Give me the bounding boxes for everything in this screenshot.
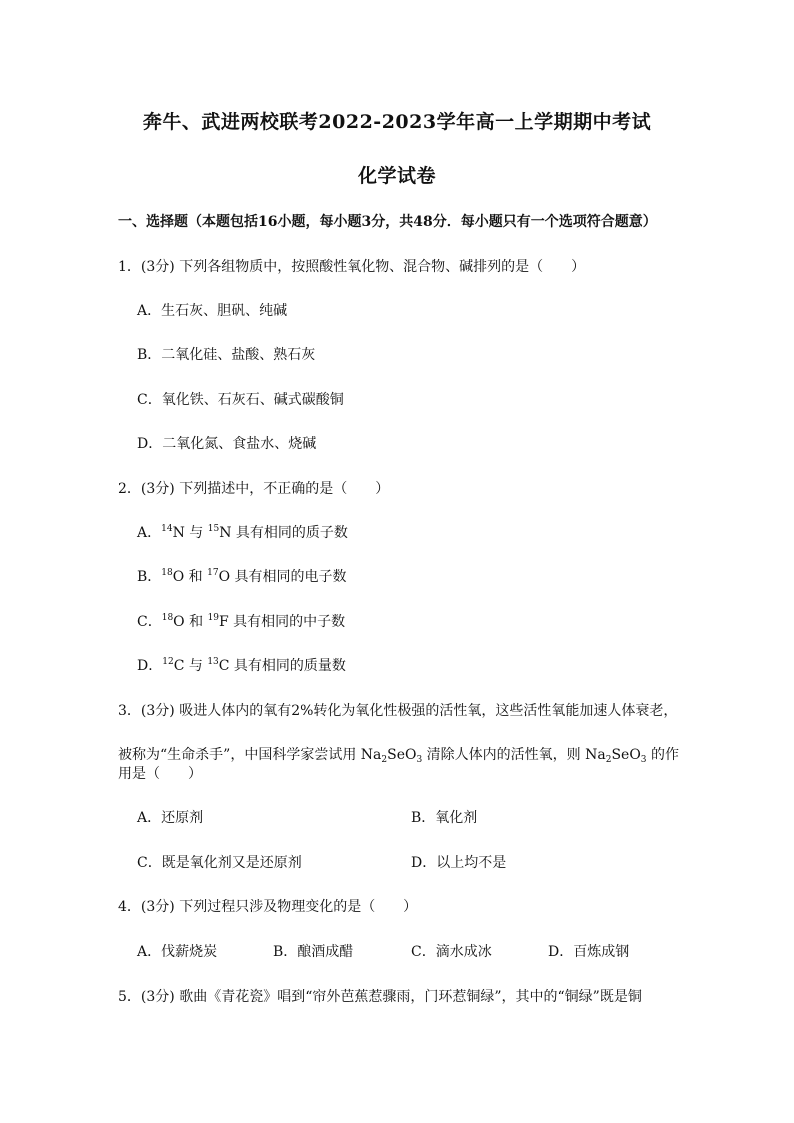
subscript: 2 [605, 755, 612, 765]
mass-number: 14 [161, 524, 173, 534]
option-label: A． [137, 525, 162, 541]
question-1-option-c: C．氧化铁、石灰石、碱式碳酸铜 [137, 392, 344, 408]
option-text: F 具有相同的中子数 [219, 614, 346, 630]
question-2-stem: 2．(3分) 下列描述中，不正确的是（ ） [118, 481, 390, 497]
question-3-option-b: B．氧化剂 [411, 810, 478, 826]
mass-number: 17 [207, 568, 219, 578]
mass-number: 18 [161, 568, 173, 578]
mass-number: 15 [207, 524, 220, 534]
question-3-option-c: C．既是氧化剂又是还原剂 [137, 855, 302, 871]
question-4-option-d: D．百炼成钢 [548, 944, 630, 960]
option-label: C． [137, 614, 162, 630]
question-2-option-c [137, 613, 345, 631]
question-4-stem: 4．(3分) 下列过程只涉及物理变化的是（ ） [118, 899, 418, 915]
question-4-option-a: A．伐薪烧炭 [137, 944, 218, 960]
question-2-option-b [137, 568, 347, 586]
option-text: N 具有相同的质子数 [219, 525, 348, 541]
option-text: O 和 [173, 614, 208, 630]
question-1-option-a: A．生石灰、胆矾、纯碱 [137, 303, 288, 319]
question-3-stem-line-2 [118, 746, 679, 764]
question-4-option-c: C．滴水成冰 [411, 944, 492, 960]
mass-number: 19 [207, 613, 220, 623]
mass-number: 18 [161, 613, 174, 623]
stem-text: 清除人体内的活性氧，则 Na [422, 747, 606, 763]
question-4-option-b: B．酿酒成醋 [273, 944, 354, 960]
stem-text: SeO [611, 747, 641, 763]
exam-subtitle: 化学试卷 [357, 165, 436, 187]
question-5-stem-line-1: 5．(3分) 歌曲《青花瓷》唱到“帘外芭蕉惹骤雨，门环惹铜绿”，其中的“铜绿”既是铜 [118, 989, 642, 1005]
subscript: 2 [381, 755, 388, 765]
mass-number: 12 [162, 657, 174, 667]
section-heading: 一、选择题（本题包括16小题，每小题3分，共48分．每小题只有一个选项符合题意） [118, 214, 657, 230]
mass-number: 13 [207, 657, 219, 667]
stem-text: 被称为“生命杀手”，中国科学家尝试用 Na [118, 747, 382, 763]
stem-text: 的作 [646, 747, 679, 763]
option-text: O 具有相同的电子数 [218, 569, 347, 585]
option-text: C 具有相同的质量数 [218, 658, 346, 674]
question-1-stem: 1．(3分) 下列各组物质中，按照酸性氧化物、混合物、碱排列的是（ ） [118, 259, 586, 275]
question-3-stem-line-3: 用是（ ） [118, 766, 202, 782]
question-2-option-d [137, 657, 346, 675]
option-text: C 与 [173, 658, 208, 674]
stem-text: SeO [387, 747, 417, 763]
question-1-option-d: D．二氧化氮、食盐水、烧碱 [137, 436, 317, 452]
option-label: B． [137, 569, 162, 585]
subscript: 3 [640, 755, 647, 765]
option-label: D． [137, 658, 163, 674]
option-text: N 与 [172, 525, 208, 541]
question-2-option-a [137, 524, 348, 542]
question-3-option-a: A．还原剂 [137, 810, 204, 826]
option-text: O 和 [172, 569, 208, 585]
question-3-stem-line-1: 3．(3分) 吸进人体内的氧有2%转化为氧化性极强的活性氧，这些活性氧能加速人体衰老， [118, 703, 678, 719]
exam-title: 奔牛、武进两校联考2022-2023学年高一上学期期中考试 [142, 111, 652, 133]
question-1-option-b: B．二氧化硅、盐酸、熟石灰 [137, 347, 316, 363]
subscript: 3 [416, 755, 423, 765]
question-3-option-d: D．以上均不是 [411, 855, 507, 871]
